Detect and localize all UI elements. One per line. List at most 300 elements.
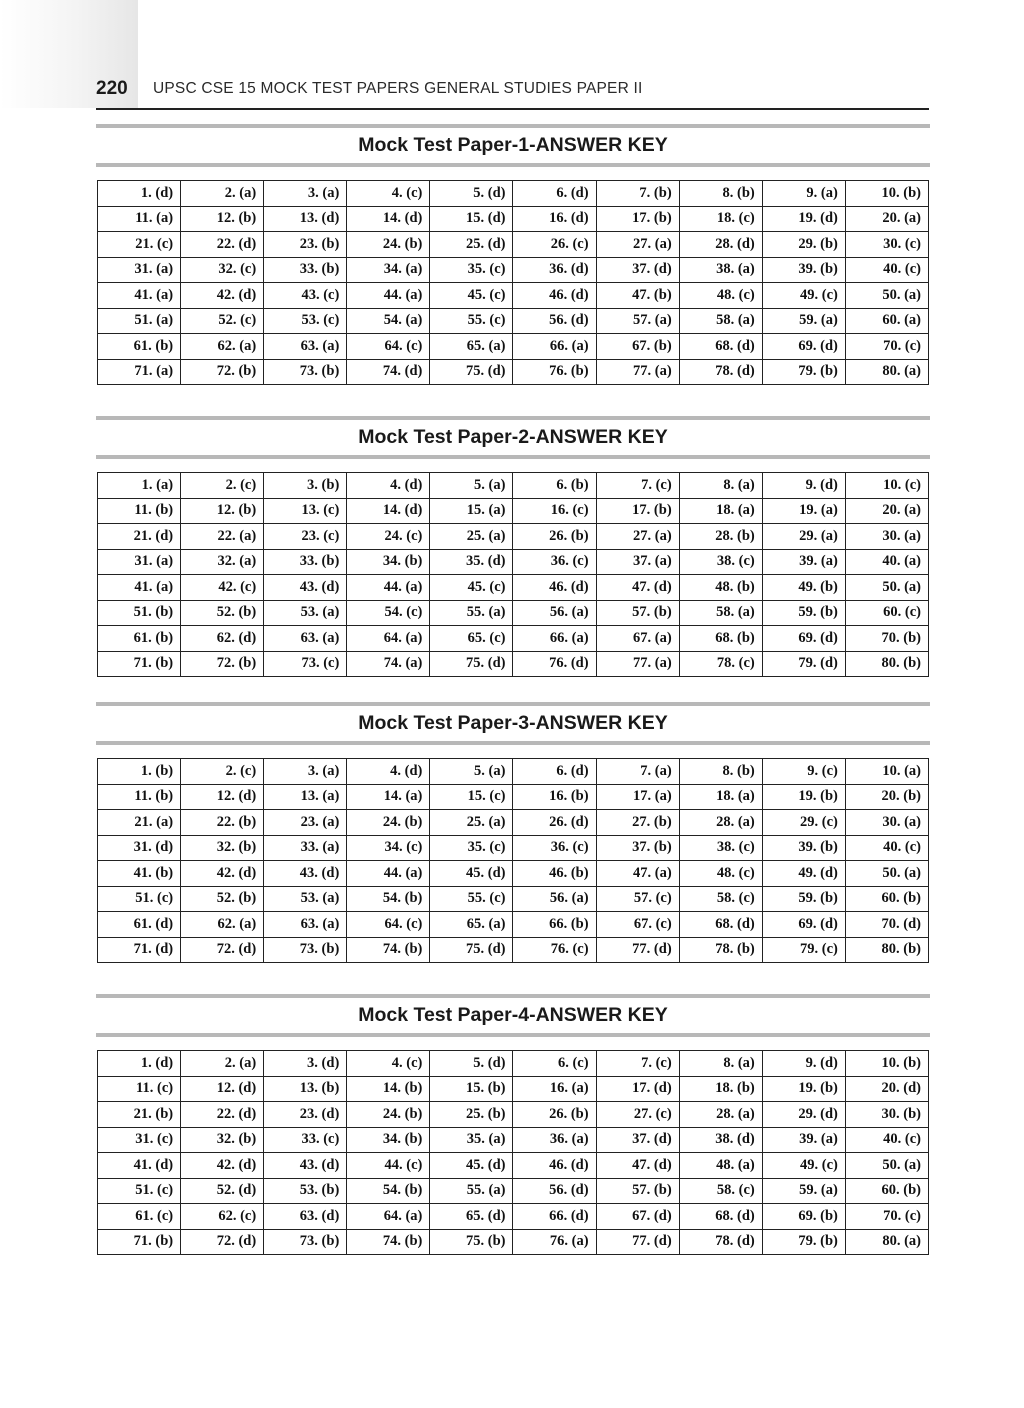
answer-cell: 68. (d) xyxy=(679,334,762,360)
answer-cell: 61. (b) xyxy=(98,334,181,360)
answer-cell: 44. (a) xyxy=(347,575,430,601)
answer-cell: 77. (a) xyxy=(596,651,679,677)
answer-cell: 13. (a) xyxy=(264,784,347,810)
answer-cell: 36. (a) xyxy=(513,1127,596,1153)
answer-cell: 79. (b) xyxy=(762,359,845,385)
answer-cell: 24. (b) xyxy=(347,232,430,258)
answer-cell: 7. (a) xyxy=(596,759,679,785)
answer-cell: 80. (a) xyxy=(845,1229,928,1255)
answer-cell: 79. (c) xyxy=(762,937,845,963)
answer-cell: 10. (b) xyxy=(845,181,928,207)
table-row xyxy=(98,232,929,258)
answer-cell: 5. (a) xyxy=(430,473,513,499)
answer-cell: 62. (c) xyxy=(181,1204,264,1230)
answer-cell: 64. (a) xyxy=(347,626,430,652)
answer-cell: 29. (b) xyxy=(762,232,845,258)
answer-cell: 52. (d) xyxy=(181,1178,264,1204)
table-row xyxy=(98,549,929,575)
answer-cell: 45. (c) xyxy=(430,575,513,601)
answer-cell: 38. (c) xyxy=(679,835,762,861)
answer-cell: 34. (b) xyxy=(347,549,430,575)
answer-cell: 12. (b) xyxy=(181,498,264,524)
answer-cell: 15. (a) xyxy=(430,498,513,524)
answer-cell: 65. (d) xyxy=(430,1204,513,1230)
answer-cell: 11. (b) xyxy=(98,498,181,524)
answer-cell: 59. (b) xyxy=(762,600,845,626)
answer-cell: 36. (c) xyxy=(513,549,596,575)
answer-cell: 4. (c) xyxy=(347,181,430,207)
answer-cell: 21. (c) xyxy=(98,232,181,258)
answer-cell: 69. (d) xyxy=(762,626,845,652)
answer-cell: 28. (d) xyxy=(679,232,762,258)
answer-cell: 22. (b) xyxy=(181,810,264,836)
answer-cell: 52. (b) xyxy=(181,600,264,626)
answer-cell: 48. (c) xyxy=(679,283,762,309)
answer-cell: 56. (a) xyxy=(513,600,596,626)
answer-cell: 54. (a) xyxy=(347,308,430,334)
answer-cell: 31. (a) xyxy=(98,257,181,283)
answer-key-section-3 xyxy=(96,702,930,963)
answer-cell: 45. (d) xyxy=(430,1153,513,1179)
table-row xyxy=(98,1229,929,1255)
answer-cell: 70. (c) xyxy=(845,334,928,360)
answer-cell: 33. (b) xyxy=(264,549,347,575)
answer-cell: 35. (a) xyxy=(430,1127,513,1153)
answer-cell: 7. (b) xyxy=(596,181,679,207)
answer-cell: 22. (d) xyxy=(181,1102,264,1128)
answer-cell: 9. (c) xyxy=(762,759,845,785)
answer-cell: 76. (d) xyxy=(513,651,596,677)
answer-cell: 31. (a) xyxy=(98,549,181,575)
answer-cell: 66. (a) xyxy=(513,626,596,652)
answer-cell: 48. (a) xyxy=(679,1153,762,1179)
answer-cell: 27. (a) xyxy=(596,232,679,258)
answer-cell: 72. (d) xyxy=(181,1229,264,1255)
table-row xyxy=(98,912,929,938)
answer-cell: 32. (a) xyxy=(181,549,264,575)
answer-cell: 74. (d) xyxy=(347,359,430,385)
answer-cell: 11. (c) xyxy=(98,1076,181,1102)
page-header xyxy=(96,74,929,110)
answer-cell: 47. (b) xyxy=(596,283,679,309)
answer-cell: 30. (a) xyxy=(845,810,928,836)
answer-cell: 54. (b) xyxy=(347,1178,430,1204)
answer-cell: 36. (c) xyxy=(513,835,596,861)
answer-cell: 80. (b) xyxy=(845,937,928,963)
answer-cell: 53. (a) xyxy=(264,600,347,626)
answer-cell: 35. (c) xyxy=(430,257,513,283)
answer-cell: 45. (c) xyxy=(430,283,513,309)
answer-cell: 37. (b) xyxy=(596,835,679,861)
answer-cell: 65. (a) xyxy=(430,334,513,360)
answer-cell: 34. (a) xyxy=(347,257,430,283)
answer-cell: 41. (a) xyxy=(98,283,181,309)
answer-cell: 14. (d) xyxy=(347,206,430,232)
answer-cell: 63. (a) xyxy=(264,626,347,652)
answer-cell: 73. (b) xyxy=(264,1229,347,1255)
answer-cell: 65. (c) xyxy=(430,626,513,652)
answer-cell: 28. (a) xyxy=(679,810,762,836)
answer-cell: 8. (b) xyxy=(679,181,762,207)
answer-cell: 55. (a) xyxy=(430,600,513,626)
answer-cell: 53. (b) xyxy=(264,1178,347,1204)
table-row xyxy=(98,1076,929,1102)
answer-cell: 73. (c) xyxy=(264,651,347,677)
answer-cell: 58. (c) xyxy=(679,1178,762,1204)
answer-cell: 12. (d) xyxy=(181,1076,264,1102)
answer-cell: 66. (b) xyxy=(513,912,596,938)
answer-cell: 16. (d) xyxy=(513,206,596,232)
answer-cell: 57. (b) xyxy=(596,600,679,626)
answer-cell: 64. (a) xyxy=(347,1204,430,1230)
answer-cell: 49. (c) xyxy=(762,1153,845,1179)
page-number: 220 xyxy=(96,78,128,99)
answer-cell: 37. (d) xyxy=(596,257,679,283)
answer-cell: 21. (b) xyxy=(98,1102,181,1128)
table-row xyxy=(98,359,929,385)
answer-cell: 75. (d) xyxy=(430,651,513,677)
table-row xyxy=(98,937,929,963)
table-row xyxy=(98,334,929,360)
answer-cell: 1. (b) xyxy=(98,759,181,785)
answer-cell: 31. (d) xyxy=(98,835,181,861)
table-row xyxy=(98,784,929,810)
answer-cell: 22. (d) xyxy=(181,232,264,258)
answer-cell: 30. (a) xyxy=(845,524,928,550)
section-title: Mock Test Paper-4-ANSWER KEY xyxy=(358,1004,668,1026)
table-row xyxy=(98,835,929,861)
answer-cell: 39. (a) xyxy=(762,1127,845,1153)
answer-cell: 9. (d) xyxy=(762,1051,845,1077)
answer-cell: 40. (c) xyxy=(845,1127,928,1153)
answer-cell: 71. (b) xyxy=(98,1229,181,1255)
answer-cell: 69. (d) xyxy=(762,334,845,360)
answer-cell: 32. (c) xyxy=(181,257,264,283)
answer-cell: 33. (c) xyxy=(264,1127,347,1153)
answer-cell: 70. (b) xyxy=(845,626,928,652)
answer-cell: 68. (b) xyxy=(679,626,762,652)
answer-cell: 23. (b) xyxy=(264,232,347,258)
answer-cell: 2. (a) xyxy=(181,1051,264,1077)
answer-cell: 72. (b) xyxy=(181,359,264,385)
answer-cell: 79. (d) xyxy=(762,651,845,677)
answer-cell: 77. (d) xyxy=(596,937,679,963)
answer-cell: 27. (c) xyxy=(596,1102,679,1128)
answer-cell: 19. (b) xyxy=(762,784,845,810)
answer-cell: 20. (a) xyxy=(845,498,928,524)
answer-cell: 5. (d) xyxy=(430,181,513,207)
answer-cell: 78. (b) xyxy=(679,937,762,963)
answer-cell: 3. (a) xyxy=(264,181,347,207)
answer-cell: 41. (b) xyxy=(98,861,181,887)
answer-cell: 40. (c) xyxy=(845,835,928,861)
answer-cell: 46. (b) xyxy=(513,861,596,887)
answer-cell: 67. (d) xyxy=(596,1204,679,1230)
answer-cell: 78. (d) xyxy=(679,359,762,385)
answer-cell: 15. (d) xyxy=(430,206,513,232)
answer-cell: 73. (b) xyxy=(264,937,347,963)
table-row xyxy=(98,206,929,232)
answer-cell: 6. (c) xyxy=(513,1051,596,1077)
answer-cell: 47. (d) xyxy=(596,1153,679,1179)
answer-cell: 71. (d) xyxy=(98,937,181,963)
answer-cell: 46. (d) xyxy=(513,1153,596,1179)
section-title-bar xyxy=(96,124,930,167)
answer-cell: 8. (a) xyxy=(679,473,762,499)
answer-cell: 60. (b) xyxy=(845,886,928,912)
answer-cell: 33. (a) xyxy=(264,835,347,861)
section-title-bar xyxy=(96,702,930,745)
answer-cell: 67. (a) xyxy=(596,626,679,652)
answer-cell: 17. (a) xyxy=(596,784,679,810)
answer-cell: 6. (d) xyxy=(513,181,596,207)
answer-cell: 59. (a) xyxy=(762,308,845,334)
answer-cell: 41. (d) xyxy=(98,1153,181,1179)
answer-cell: 1. (a) xyxy=(98,473,181,499)
answer-cell: 50. (a) xyxy=(845,283,928,309)
answer-cell: 13. (d) xyxy=(264,206,347,232)
answer-cell: 3. (d) xyxy=(264,1051,347,1077)
answer-cell: 18. (a) xyxy=(679,784,762,810)
answer-cell: 52. (b) xyxy=(181,886,264,912)
table-row xyxy=(98,886,929,912)
answer-cell: 10. (b) xyxy=(845,1051,928,1077)
answer-cell: 9. (d) xyxy=(762,473,845,499)
answer-cell: 6. (b) xyxy=(513,473,596,499)
answer-cell: 72. (b) xyxy=(181,651,264,677)
answer-cell: 25. (b) xyxy=(430,1102,513,1128)
answer-cell: 5. (d) xyxy=(430,1051,513,1077)
table-row xyxy=(98,181,929,207)
answer-cell: 16. (b) xyxy=(513,784,596,810)
answer-cell: 44. (a) xyxy=(347,283,430,309)
table-row xyxy=(98,651,929,677)
table-row xyxy=(98,1127,929,1153)
answer-cell: 64. (c) xyxy=(347,334,430,360)
answer-cell: 25. (a) xyxy=(430,524,513,550)
answer-cell: 23. (a) xyxy=(264,810,347,836)
table-row xyxy=(98,575,929,601)
table-row xyxy=(98,1102,929,1128)
answer-cell: 46. (d) xyxy=(513,283,596,309)
answer-cell: 8. (a) xyxy=(679,1051,762,1077)
answer-cell: 76. (c) xyxy=(513,937,596,963)
answer-cell: 30. (b) xyxy=(845,1102,928,1128)
answer-cell: 39. (b) xyxy=(762,257,845,283)
answer-cell: 7. (c) xyxy=(596,473,679,499)
answer-cell: 43. (d) xyxy=(264,1153,347,1179)
answer-cell: 62. (a) xyxy=(181,334,264,360)
answer-cell: 45. (d) xyxy=(430,861,513,887)
answer-cell: 35. (c) xyxy=(430,835,513,861)
answer-cell: 6. (d) xyxy=(513,759,596,785)
answer-cell: 4. (c) xyxy=(347,1051,430,1077)
answer-cell: 21. (a) xyxy=(98,810,181,836)
answer-cell: 37. (a) xyxy=(596,549,679,575)
table-row xyxy=(98,1051,929,1077)
answer-cell: 80. (a) xyxy=(845,359,928,385)
answer-cell: 59. (a) xyxy=(762,1178,845,1204)
answer-cell: 76. (a) xyxy=(513,1229,596,1255)
answer-cell: 24. (b) xyxy=(347,1102,430,1128)
answer-cell: 58. (c) xyxy=(679,886,762,912)
answer-cell: 19. (b) xyxy=(762,1076,845,1102)
answer-cell: 57. (a) xyxy=(596,308,679,334)
answer-cell: 59. (b) xyxy=(762,886,845,912)
answer-cell: 75. (d) xyxy=(430,937,513,963)
answer-cell: 24. (b) xyxy=(347,810,430,836)
answer-cell: 60. (c) xyxy=(845,600,928,626)
answer-cell: 63. (a) xyxy=(264,334,347,360)
answer-cell: 50. (a) xyxy=(845,575,928,601)
answer-key-section-1 xyxy=(96,124,930,385)
answer-key-table xyxy=(97,1050,929,1255)
answer-cell: 51. (c) xyxy=(98,1178,181,1204)
answer-cell: 39. (b) xyxy=(762,835,845,861)
answer-cell: 66. (a) xyxy=(513,334,596,360)
answer-cell: 41. (a) xyxy=(98,575,181,601)
answer-cell: 43. (d) xyxy=(264,861,347,887)
table-row xyxy=(98,1178,929,1204)
answer-cell: 70. (d) xyxy=(845,912,928,938)
answer-cell: 60. (a) xyxy=(845,308,928,334)
answer-cell: 42. (c) xyxy=(181,575,264,601)
answer-cell: 18. (a) xyxy=(679,498,762,524)
answer-cell: 20. (a) xyxy=(845,206,928,232)
answer-cell: 25. (d) xyxy=(430,232,513,258)
answer-cell: 77. (d) xyxy=(596,1229,679,1255)
answer-cell: 43. (c) xyxy=(264,283,347,309)
answer-cell: 21. (d) xyxy=(98,524,181,550)
answer-cell: 25. (a) xyxy=(430,810,513,836)
answer-cell: 69. (b) xyxy=(762,1204,845,1230)
answer-cell: 73. (b) xyxy=(264,359,347,385)
answer-cell: 32. (b) xyxy=(181,835,264,861)
table-row xyxy=(98,810,929,836)
answer-cell: 74. (b) xyxy=(347,937,430,963)
answer-cell: 57. (c) xyxy=(596,886,679,912)
answer-cell: 19. (d) xyxy=(762,206,845,232)
answer-cell: 63. (d) xyxy=(264,1204,347,1230)
answer-cell: 74. (a) xyxy=(347,651,430,677)
answer-cell: 47. (d) xyxy=(596,575,679,601)
answer-cell: 44. (c) xyxy=(347,1153,430,1179)
table-row xyxy=(98,861,929,887)
answer-cell: 43. (d) xyxy=(264,575,347,601)
answer-cell: 47. (a) xyxy=(596,861,679,887)
answer-cell: 38. (c) xyxy=(679,549,762,575)
answer-cell: 49. (d) xyxy=(762,861,845,887)
answer-cell: 55. (a) xyxy=(430,1178,513,1204)
answer-cell: 49. (b) xyxy=(762,575,845,601)
answer-cell: 52. (c) xyxy=(181,308,264,334)
answer-cell: 40. (c) xyxy=(845,257,928,283)
answer-cell: 71. (b) xyxy=(98,651,181,677)
answer-cell: 2. (c) xyxy=(181,759,264,785)
table-row xyxy=(98,308,929,334)
answer-cell: 40. (a) xyxy=(845,549,928,575)
answer-cell: 79. (b) xyxy=(762,1229,845,1255)
answer-cell: 17. (b) xyxy=(596,498,679,524)
answer-cell: 80. (b) xyxy=(845,651,928,677)
answer-cell: 75. (d) xyxy=(430,359,513,385)
answer-cell: 38. (a) xyxy=(679,257,762,283)
answer-cell: 58. (a) xyxy=(679,600,762,626)
table-row xyxy=(98,600,929,626)
answer-key-table xyxy=(97,758,929,963)
section-title-bar xyxy=(96,994,930,1037)
answer-cell: 1. (d) xyxy=(98,1051,181,1077)
answer-cell: 33. (b) xyxy=(264,257,347,283)
answer-cell: 35. (d) xyxy=(430,549,513,575)
answer-cell: 74. (b) xyxy=(347,1229,430,1255)
answer-cell: 51. (a) xyxy=(98,308,181,334)
answer-cell: 78. (d) xyxy=(679,1229,762,1255)
answer-cell: 44. (a) xyxy=(347,861,430,887)
section-title: Mock Test Paper-3-ANSWER KEY xyxy=(358,712,668,734)
section-title: Mock Test Paper-1-ANSWER KEY xyxy=(358,134,668,156)
answer-cell: 14. (d) xyxy=(347,498,430,524)
answer-cell: 72. (d) xyxy=(181,937,264,963)
answer-cell: 38. (d) xyxy=(679,1127,762,1153)
answer-cell: 5. (a) xyxy=(430,759,513,785)
answer-cell: 18. (b) xyxy=(679,1076,762,1102)
answer-cell: 9. (a) xyxy=(762,181,845,207)
answer-cell: 26. (b) xyxy=(513,1102,596,1128)
answer-cell: 8. (b) xyxy=(679,759,762,785)
table-row xyxy=(98,1153,929,1179)
answer-cell: 69. (d) xyxy=(762,912,845,938)
table-row xyxy=(98,1204,929,1230)
answer-cell: 2. (a) xyxy=(181,181,264,207)
answer-cell: 66. (d) xyxy=(513,1204,596,1230)
answer-cell: 13. (b) xyxy=(264,1076,347,1102)
table-row xyxy=(98,257,929,283)
answer-cell: 46. (d) xyxy=(513,575,596,601)
answer-cell: 55. (c) xyxy=(430,308,513,334)
section-title: Mock Test Paper-2-ANSWER KEY xyxy=(358,426,668,448)
answer-cell: 7. (c) xyxy=(596,1051,679,1077)
answer-cell: 67. (c) xyxy=(596,912,679,938)
table-row xyxy=(98,283,929,309)
answer-cell: 57. (b) xyxy=(596,1178,679,1204)
answer-cell: 23. (d) xyxy=(264,1102,347,1128)
answer-cell: 61. (b) xyxy=(98,626,181,652)
answer-cell: 78. (c) xyxy=(679,651,762,677)
table-row xyxy=(98,473,929,499)
answer-cell: 77. (a) xyxy=(596,359,679,385)
answer-cell: 11. (b) xyxy=(98,784,181,810)
answer-cell: 42. (d) xyxy=(181,861,264,887)
answer-cell: 29. (c) xyxy=(762,810,845,836)
answer-cell: 16. (c) xyxy=(513,498,596,524)
answer-cell: 36. (d) xyxy=(513,257,596,283)
answer-cell: 51. (b) xyxy=(98,600,181,626)
answer-cell: 64. (c) xyxy=(347,912,430,938)
answer-cell: 24. (c) xyxy=(347,524,430,550)
answer-cell: 10. (a) xyxy=(845,759,928,785)
answer-cell: 67. (b) xyxy=(596,334,679,360)
answer-cell: 19. (a) xyxy=(762,498,845,524)
answer-cell: 23. (c) xyxy=(264,524,347,550)
answer-cell: 31. (c) xyxy=(98,1127,181,1153)
answer-cell: 3. (b) xyxy=(264,473,347,499)
answer-cell: 18. (c) xyxy=(679,206,762,232)
answer-cell: 34. (c) xyxy=(347,835,430,861)
table-row xyxy=(98,498,929,524)
answer-cell: 58. (a) xyxy=(679,308,762,334)
answer-cell: 27. (a) xyxy=(596,524,679,550)
